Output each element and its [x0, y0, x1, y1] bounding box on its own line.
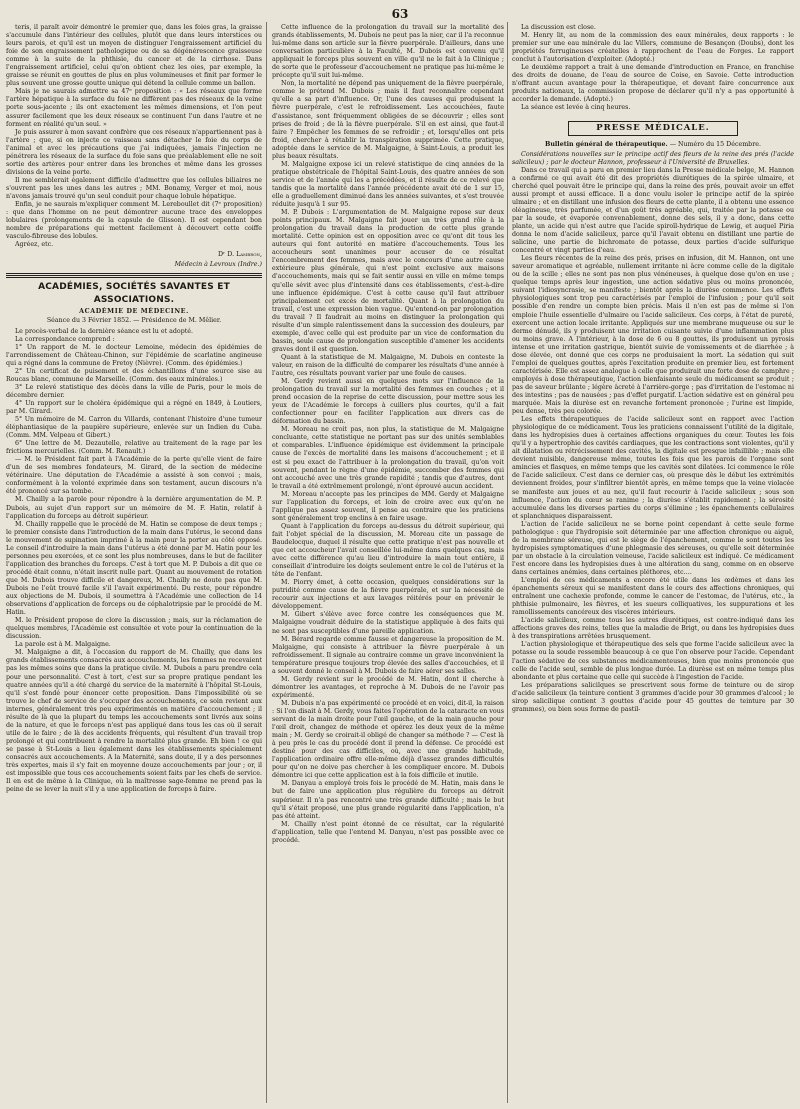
subsection-title: ACADÉMIE DE MÉDECINE. [79, 308, 189, 316]
paragraph: Les fleurs récentes de la reine des prés, prises en infusion, dit M. Hannon, ont une saveur aromatique et agréable, nullement irritante ni âcre comme celle de la digitale ou de la scille ; elles ne sont pas non plus vénéneuses, à quelque dose qu'on en use ; quelque temps après leur ingestion, une action sédative plus ou moins prononcée, suivant l'idiosyncrasie, se manifeste ; bientôt après la diurèse commence. Les effets physiologiques sont trop peu caractérisés par l'emploi de l'infusion ; pour qu'il soit possible d'en rendre un compte bien précis. Mais il n'en est pas de même si l'on emploie l'huile essentielle d'ulmaire ou l'acide salicileux. Ces corps, à l'état de pureté, exercent une action locale irritante. Appliqués sur une membrane muqueuse ou sur le derme dénudé, ils y produisent une irritation cuisante suivie d'une inflammation plus ou moins grave. A l'intérieur, à la dose de 6 ou 8 gouttes, ils produisent un pyrosis intense et une irritation gastrique, bientôt suivie de vomissements et de diarrhée ; à dose élevée, ont donné que ces corps ne produisaient la mort. La sédation qui suit l'emploi de quelques gouttes, après l'excitation produite en premier lieu, est fortement caractérisée. Elle est assez analogue à celle que produirait une forte dose de camphre ; employés à dose thérapeutique, l'action bienfaisante seule du médicament se produit ; pas de saveur brûlante ; légère âcreté à l'arrière-gorge ; pas d'irritation de l'estomac ni des intestins ; pas de nausées ; pas d'effet purgatif. L'action sédative est en général peu marquée. Mais la diurèse est en revanche fortement prononcée ; l'urine est limpide, peu dense, très peu colorée. [512, 255, 794, 416]
section-title-presse-medicale: PRESSE MÉDICALE. [568, 121, 738, 136]
paragraph: Quant à la statistique de M. Malgaigne, M. Dubois en conteste la valeur, en raison de la difficulté de comparer les résultats d'une année à l'autre, ces résultats pouvant varier par une foule de causes. [272, 353, 504, 378]
paragraph: M. Gibert s'élève avec force contre les conséquences que M. Malgaigne voudrait déduire de la statistique appliquée à des faits qui ne sont pas susceptibles d'une pareille application. [272, 611, 504, 635]
paragraph: Non, la mortalité ne dépend pas uniquement de la fièvre puerpérale, comme le prétend M. Dubois ; mais il faut reconnaître cependant qu'elle a sa part d'influence. Or, l'une des causes qui produisent la fièvre puerpérale, c'est le refroidissement. Les accouchées, faute d'assistance, sont fréquemment obligées de se découvrir ; elles sont prises de froid ; de là la fièvre puerpérale. S'il en est ainsi, que faut-il faire ? Empêcher les femmes de se refroidir ; et, lorsqu'elles ont pris froid, chercher à rétablir la transpiration supprimée. Cette pratique, adoptée dans le service de M. Malgaigne, à Saint-Louis, a produit les plus beaux résultats. [272, 80, 504, 160]
paragraph: Dans ce travail qui a paru en premier lieu dans la Presse médicale belge, M. Hannon a confirmé ce qui avait été dit des propriétés diurétiques de la spirée ulmaire, et cherché quel pouvait être le principe qui, dans la reine des prés, pouvait avoir un effet aussi prompt et aussi efficace. Il a donc voulu isoler le principe actif de la spirée ulmaire ; et en distillant une infusion des fleurs de cette plante, il a obtenu une essence oléagineuse, très parfumée, et d'un goût très agréable, qui, traitée par la potasse ou par la soude, et évaporée convenablement, donne des sels, il y a donc, dans cette plante, un acide qui n'est autre que l'acide spiroïl-hydrique de Lewig, et auquel Piria donna le nom d'acide salicileux, parce qu'il l'avait obtenu en distillant une partie de salicine, une partie de bichromate de potasse, deux parties d'acide sulfurique concentré et vingt parties d'eau. [512, 166, 794, 255]
paragraph: Je puis assurer à mon savant confrère que ces réseaux n'appartiennent pas à l'artère ; que, si on injecte ce vaisseau sans détacher le foie du corps de l'animal et avec les précautions que j'ai indiquées, jamais l'injection ne pénétrera les réseaux de la surface du foie sans que préalablement elle ne soit sortie des artères pour entrer dans les bronches et même dans les grosses divisions de la veine porte. [6, 128, 262, 176]
paragraph: 1° Un rapport de M. le docteur Lemoine, médecin des épidémies de l'arrondissement de Château-Chinon, sur l'épidémie de scarlatine angineuse qui a régné dans la commune de Fretoy (Nièvre). (Comm. des épidémies.) [6, 343, 262, 367]
signature-role: Médecin à Levroux (Indre.) [174, 261, 262, 269]
column-rule-right [507, 22, 508, 1103]
paragraph: 2° Un certificat de puisement et des échantillons d'une source sise au Roucas blanc, commune de Marseille. (Comm. des eaux minérales.) [6, 367, 262, 383]
section-divider-double [6, 275, 262, 278]
paragraph: 4° Un rapport sur le choléra épidémique qui a régné en 1849, à Loutiers, par M. Girard. [6, 399, 262, 415]
paragraph: M. Moreau ne croit pas, non plus, la statistique de M. Malgaigne concluante, cette statistique ne portant pas sur des unités semblables et comparables. L'influence épidémique est évidemment la principale cause de l'excès de mortalité dans les maisons d'accouchement ; et il est si peu exact de l'attribuer à la prolongation du travail, qu'on voit souvent, pendant le règne d'une épidémie, succomber des femmes qui ont accouché avec une très grande rapidité ; tandis que d'autres, dont le travail a été extrêmement prolongé, n'ont éprouvé aucun accident. [272, 426, 504, 490]
paragraph: Il me semblerait également difficile d'admettre que les cellules biliaires ne s'ouvrent pas les unes dans les autres ; MM. Bonamy, Verger et moi, nous n'avons jamais trouvé qu'un seul conduit pour chaque lobule hépatique. [6, 176, 262, 200]
paragraph: Agréez, etc. [15, 241, 54, 249]
column-rule-left [266, 22, 267, 1103]
paragraph: La correspondance comprend : [15, 335, 115, 343]
bulletin-issue: — Numéro du 15 Décembre. [667, 140, 761, 148]
paragraph: — M. le Président fait part à l'Académie de la perte qu'elle vient de faire d'un de ses membres fondateurs, M. Girard, de la section de médecine vétérinaire. Une députation de l'Académie a assisté à son convoi ; mais, conformément à la volonté exprimée dans son testament, aucun discours n'a été prononcé sur sa tombe. [6, 456, 262, 496]
paragraph: M. Moreau n'accepte pas les principes de MM. Gerdy et Malgaigne sur l'application du forceps, et loin de croire avec eux qu'on ne l'applique pas assez souvent, il pense au contraire que les praticiens sont généralement trop enclins à en faire usage. [272, 490, 504, 522]
paragraph: L'emploi de ces médicaments a encore été utile dans les œdèmes et dans les épanchements séreux qui se manifestent dans le cours des affections chroniques, qui entraînent une cachexie profonde, comme le cancer de l'estomac, de l'utérus, etc., la phthisie pulmonaire, les fièvres, et les sueurs colliquatives, les suppurations et les ramollissements cancéreux des viscères intérieurs. [512, 577, 794, 617]
paragraph: La parole est à M. Malgaigne. [15, 641, 111, 649]
paragraph: M. Chailly a la parole pour répondre à la dernière argumentation de M. P. Dubois, au sujet d'un rapport sur un mémoire de M. F. Hatin, relatif à l'application du forceps au détroit supérieur. [6, 496, 262, 520]
paragraph: M. Gerdy revient aussi en quelques mots sur l'influence de la prolongation du travail sur la mortalité des femmes en couches ; et il prend occasion de la reprise de cette discussion, pour mettre sous les yeux de l'Académie le forceps à cuillers plus courtes, qu'il a fait confectionner pour en faciliter l'application aux divers cas de déformation du bassin. [272, 378, 504, 426]
paragraph: Le procès-verbal de la dernière séance est lu et adopté. [15, 327, 193, 335]
paragraph: Les préparations salicilques se prescrivent sous forme de teinture ou de sirop d'acide salicileux (la teinture contient 3 grammes d'acide pour 30 grammes d'alcool ; le sirop salicilique contient 3 gouttes d'acide pour 45 gouttes de teinture par 30 grammes), ou bien sous forme de pastil- [512, 681, 794, 713]
column-left [6, 24, 262, 1102]
paragraph: Les effets thérapeutiques de l'acide salicileux sont en rapport avec l'action physiologique de ce médicament. Tous les praticiens connaissent l'utilité de la digitale, dans les hydropisies dues à certaines affections organiques du cœur. Toutes les fois qu'il y a hypertrophie des cavités cardiaques, que les contractions sont violentes, qu'il y ait dilatation ou rétrécissement des cavités, la digitale est presque infaillible ; mais elle devient nuisible, dangereuse même, toutes les fois que les parois de l'organe sont amincies et flasques, en même temps que les cavités sont dilatées. Ici commence le rôle de l'acide salicileux. C'est dans ce dernier cas, où presque dès le début les extrémités deviennent froides, pour s'infiltrer bientôt après, en même temps que la veine violacée se manifeste aux joues et au nez, qu'il faut recourir à l'acide salicileux ; sous son influence, l'action du cœur se ranime ; la diurèse s'établit rapidement ; la sérosité accumulée dans les diverses parties du corps s'élimine ; les épanchements cellulaires et splanchniques disparaissent. [512, 416, 794, 520]
paragraph: 6° Une lettre de M. Dezautelle, relative au traitement de la rage par les frictions mercurielles. (Comm. M. Renault.) [6, 440, 262, 456]
paragraph: L'action physiologique et thérapeutique des sels que forme l'acide salicileux avec la potasse ou la soude ressemble beaucoup à ce que l'on observe pour l'acide. Cependant l'action sédative de ces substances médicamenteuses, bien que moins prononcée que celle de l'acide seul, semble de plus longue durée. La diurèse est en même temps plus abondante et plus certaine que celle qui succède à l'ingestion de l'acide. [512, 641, 794, 681]
paragraph: 5° Un mémoire de M. Carron du Villards, contenant l'histoire d'une tumeur éléphantiasique de la paupière supérieure, enlevée sur un Indien du Cuba. (Comm. MM. Velpeau et Gibert.) [6, 416, 262, 440]
signature-name: Dʳ D. Lambron, [218, 251, 262, 259]
column-middle [272, 24, 504, 1102]
section-divider [6, 273, 262, 274]
paragraph: Le deuxième rapport a trait à une demande d'introduction en France, en franchise des droits de douane, de l'eau de source de Coise, en Savoie. Cette introduction n'offrant aucun avantage pour la thérapeutique, et devant faire concurrence aux produits nationaux, la commission propose de déclarer qu'il n'y a pas opportunité à accorder la demande. (Adopté.) [512, 64, 794, 104]
paragraph: L'action de l'acide salicileux ne se borne point cependant à cette seule forme pathologique : que l'hydropisie soit déterminée par une affection chronique ou aiguë, de la membrane séreuse, qui est le siège de l'épanchement, comme le sont toutes les hydropisies symptomatiques d'une phlegmasie des séreuses, ou qu'elle soit déterminée par un obstacle à la circulation veineuse, l'acide salicileux est indiqué. Ce médicament l'est encore dans les hydropisies dues à une altération du sang, comme on en observe dans certaines anémies, dans certaines pléthores, etc.… [512, 520, 794, 576]
paragraph: Cette influence de la prolongation du travail sur la mortalité des grands établissements, M. Dubois ne peut pas la nier, car il l'a reconnue lui-même dans son article sur la fièvre puerpérale. D'ailleurs, dans une conversation particulière à la Faculté, M. Dubois est convenu qu'il appliquait le forceps plus souvent en ville qu'il ne le fait à la Clinique ; de sorte que le professeur d'accouchement ne pratique pas lui-même le précepte qu'il suit lui-même. [272, 24, 504, 80]
paragraph: L'acide salicileux, comme tous les autres diurétiques, est contre-indiqué dans les affections graves des reins, telles que la maladie de Brigt, ou dans les hydropisies dues à des transpirations arrêtées brusquement. [512, 617, 794, 641]
lambron-letter [6, 24, 262, 269]
paragraph: M. P. Dubois : L'argumentation de M. Malgaigne repose sur deux points principaux. M. Malgaigne fait jouer un très grand rôle à la prolongation du travail dans la production de cette plus grande mortalité. Cette opinion est en opposition avec ce qu'ont dit tous les auteurs qui font autorité en matière d'accouchements. Tous les accoucheurs sont unanimes pour accuser de ce résultat l'encombrement des femmes, mais avec le concours d'une autre cause extérieure plus générale, qui n'est point exclusive aux maisons d'accouchements, mais qui se fait sentir aussi en ville en même temps qu'elle sévit avec plus d'intensité dans ces établissements, c'est-à-dire une influence épidémique. C'est à cette cause qu'il faut attribuer principalement cet excès de mortalité. Quant à la prolongation du travail, c'est une expression bien vague. Qu'entend-on par prolongation du travail ? Il faudrait au moins en distinguer la prolongation qui résulte d'un simple ralentissement dans la succession des douleurs, par exemple, d'avec celle qui est produite par un vice de conformation du bassin, seule cause de prolongation susceptible d'amener les accidents graves dont il est question. [272, 209, 504, 353]
paragraph: Mais je ne saurais admettre sa 47ᵉ proposition : « Les réseaux que forme l'artère hépatique à la surface du foie ne diffèrent pas des réseaux de la veine porte sous-jacente ; ils ont exactement les mêmes dimensions, et l'on peut assurer facilement que les deux réseaux se continuent l'un dans l'autre et ne forment en réalité qu'un seul. » [6, 88, 262, 128]
paragraph: M. Henry lit, au nom de la commission des eaux minérales, deux rapports : le premier sur une eau minérale du lac Villers, commune de Besançon (Doubs), dont les propriétés ferrugineuses créatelles à rapprochent de l'eau de Forges. Le rapport conclut à l'autorisation d'exploiter. (Adopté.) [512, 32, 794, 64]
article-title: Considérations nouvelles sur le principe actif des fleurs de la reine des prés (l'acide salicileux) ; par le docteur Hannon, professeur à l'Université de Bruxelles. [512, 150, 794, 166]
paragraph: M. Chailly rappelle que le procédé de M. Hatin se compose de deux temps ; le premier consiste dans l'introduction de la main dans l'utérus, le second dans le mouvement de supination imprimé à la main pour la porter au côté opposé. Le conseil d'introduire la main dans l'utérus a été donné par M. Hatin pour les personnes peu exercées, et ce sont les plus nombreuses, dans le but de faciliter l'application des branches du forceps. C'est à tort que M. P. Dubois a dit que ce procédé était connu, n'était inscrit nulle part. Quant au mouvement de rotation que M. Dubois trouve difficile et dangereux, M. Chailly ne doute pas que M. Dubois ne l'eût trouvé facile s'il l'avait expérimenté. Du reste, pour répondre aux objections de M. Dubois, il soumettra à l'Académie une collection de 14 observations d'application de forceps ou de céphalotripsie par le procédé de M. Hatin. [6, 520, 262, 617]
page-number: 63 [391, 7, 409, 21]
paragraph: M. Bérard regarde comme fausse et dangereuse la proposition de M. Malgaigne, qui consiste à attribuer la fièvre puerpérale à un refroidissement. Il signale au contraire comme un grave inconvénient la température presque toujours trop élevée des salles d'accouchées, et il a souvent donné le conseil à M. Dubois de faire aérer ses salles. [272, 635, 504, 675]
paragraph: La séance est levée à cinq heures. [521, 104, 631, 112]
bulletin-title: Bulletin général de thérapeutique. [545, 140, 668, 148]
paragraph: M. Danyau a employé trois fois le procédé de M. Hatin, mais dans le but de faire une application plus régulière du forceps au détroit supérieur. Il n'a pas rencontré une très grande difficulté ; mais le but qu'il s'était proposé, une plus grande régularité dans l'application, n'a pas été atteint. [272, 780, 504, 820]
bulletin-header [512, 141, 794, 149]
paragraph: Quant à l'application du forceps au-dessus du détroit supérieur, qui fait l'objet spécial de la discussion, M. Moreau cite un passage de Baudelocque, duquel il résulte que cette pratique n'est pas nouvelle et que cet accoucheur l'avait conseillée lui-même dans quelques cas, mais avec cette différence qu'au lieu d'introduire la main tout entière, il conseillait d'introduire les doigts seulement entre le col de l'utérus et la tête de l'enfant. [272, 522, 504, 579]
paragraph: M. Gerdy revient sur le procédé de M. Hatin, dont il cherche à démontrer les avantages, et reproche à M. Dubois de ne l'avoir pas expérimenté. [272, 675, 504, 699]
paragraph: M. le Président propose de clore la discussion ; mais, sur la réclamation de quelques membres, l'Académie est consultée et vote pour la continuation de la discussion. [6, 617, 262, 641]
paragraph: 3° Le relevé statistique des décès dans la ville de Paris, pour le mois de décembre dernier. [6, 383, 262, 399]
paragraph: teris, il paraît avoir démontré le premier que, dans les foies gras, la graisse s'accumule dans l'intérieur des cellules, plutôt que dans leurs interstices ou leurs parois, et qu'il est un moyen de distinguer l'engraissement artificiel du foie de son engraissement pathologique ou de sa dégénérescence graisseuse comme à la suite de la phthisie, du cancer et de la cirrhose. Dans l'engraissement artificiel, celui qu'on obtient chez les oies, par exemple, la graisse se réunit en gouttes de plus en plus volumineuses et finit par former le plus souvent une grosse goutte unique qui détend la cellule comme un ballon. [6, 24, 262, 88]
paragraph: M. Piorry émet, à cette occasion, quelques considérations sur la putridité comme cause de la fièvre puerpérale, et sur la nécessité de recourir aux injections et aux lavages réitérés pour en prévenir le développement. [272, 579, 504, 611]
paragraph: M. Malgaigne a dit, à l'occasion du rapport de M. Chailly, que dans les grands établissements consacrés aux accouchements, les femmes ne recevaient pas les mêmes soins que dans la pratique civile. M. Dubois a paru prendre cela pour une personnalité. C'est à tort, c'est sur sa propre pratique pendant les quatre années qu'il a été chargé du service de la maternité à l'hôpital St-Louis, qu'il s'est fondé pour énoncer cette proposition. Dans l'impossibilité où se trouve le chef de service de s'occuper des accouchements, ce soin revient aux internes, généralement très peu expérimentés en matière d'accouchement ; il résulte de là que la plupart du temps les accouchements sont livrés aux soins de la nature, et que le forceps n'est pas appliqué dans tous les cas où il serait utile de le faire ; de là des accidents fréquents, qui résultent d'un travail trop prolongé et qui contribuent à rendre la mortalité plus grande. Eh bien ! ce qui se passe à St-Louis a lieu également dans les établissements spécialement consacrés aux accouchements. A la Maternité, sans doute, il y a des personnes très expertes, mais il s'y fait en moyenne douze accouchements par jour ; or, il est impossible que tous ces accouchements soient faits par les chefs de service. Il en est de même à la Clinique, où la maîtresse sage-femme ne prend pas la peine de se lever la nuit s'il y a une application de forceps à faire. [6, 649, 262, 794]
paragraph: M. Malgaigne expose ici un relevé statistique de cinq années de la pratique obstétricale de l'hôpital Saint-Louis, des quatre années de son service et de l'année qui les a précédées, et il résulte de ce relevé que tandis que la mortalité dans l'année précédente avait été de 1 sur 15, elle a graduellement diminué dans les années suivantes, et s'est trouvée réduite jusqu'à 1 sur 95. [272, 160, 504, 209]
column-right [512, 24, 794, 1102]
paragraph: La discussion est close. [521, 24, 596, 31]
paragraph: M. Dubois n'a pas expérimenté ce procédé et en voici, dit-il, la raison : Si l'on disait à M. Gerdy, vous faites l'opération de la cataracte en vous servant de la main droite pour l'œil gauche, et de la main gauche pour l'œil droit, changez de méthode et opérez les deux yeux de la même main ; M. Gerdy se croirait-il obligé de changer sa méthode ? — C'est là à peu près le cas du procédé dont il prend la défense. Ce procédé est destiné pour des cas difficiles, où, avec une grande habitude, l'application ordinaire offre elle-même déjà d'assez grandes difficultés pour qu'on ne doive pas chercher à les compliquer encore. M. Dubois démontre ici que cette application est à la fois difficile et inutile. [272, 699, 504, 780]
paragraph: M. Chailly n'est point étonné de ce résultat, car la régularité d'application, telle que l'entend M. Danyau, n'est pas possible avec ce procédé. [272, 820, 504, 844]
session-line: Séance du 3 Février 1852. — Présidence de M. Mêlier. [46, 317, 222, 325]
section-title-academies: ACADÉMIES, SOCIÉTÉS SAVANTES ET ASSOCIATIONS. [38, 282, 230, 306]
academie-report [6, 328, 262, 795]
paragraph: Enfin, je ne saurais m'expliquer comment M. Lereboullet dit (7ᵉ proposition) : que dans l'homme on ne peut démontrer aucune trace des enveloppes lobulaires (prolongements de la capsule de Glisson). Il est cependant bon nombre de préparations qui mettent facilement à découvert cette coiffe vasculo-fibreuse des lobules. [6, 201, 262, 241]
